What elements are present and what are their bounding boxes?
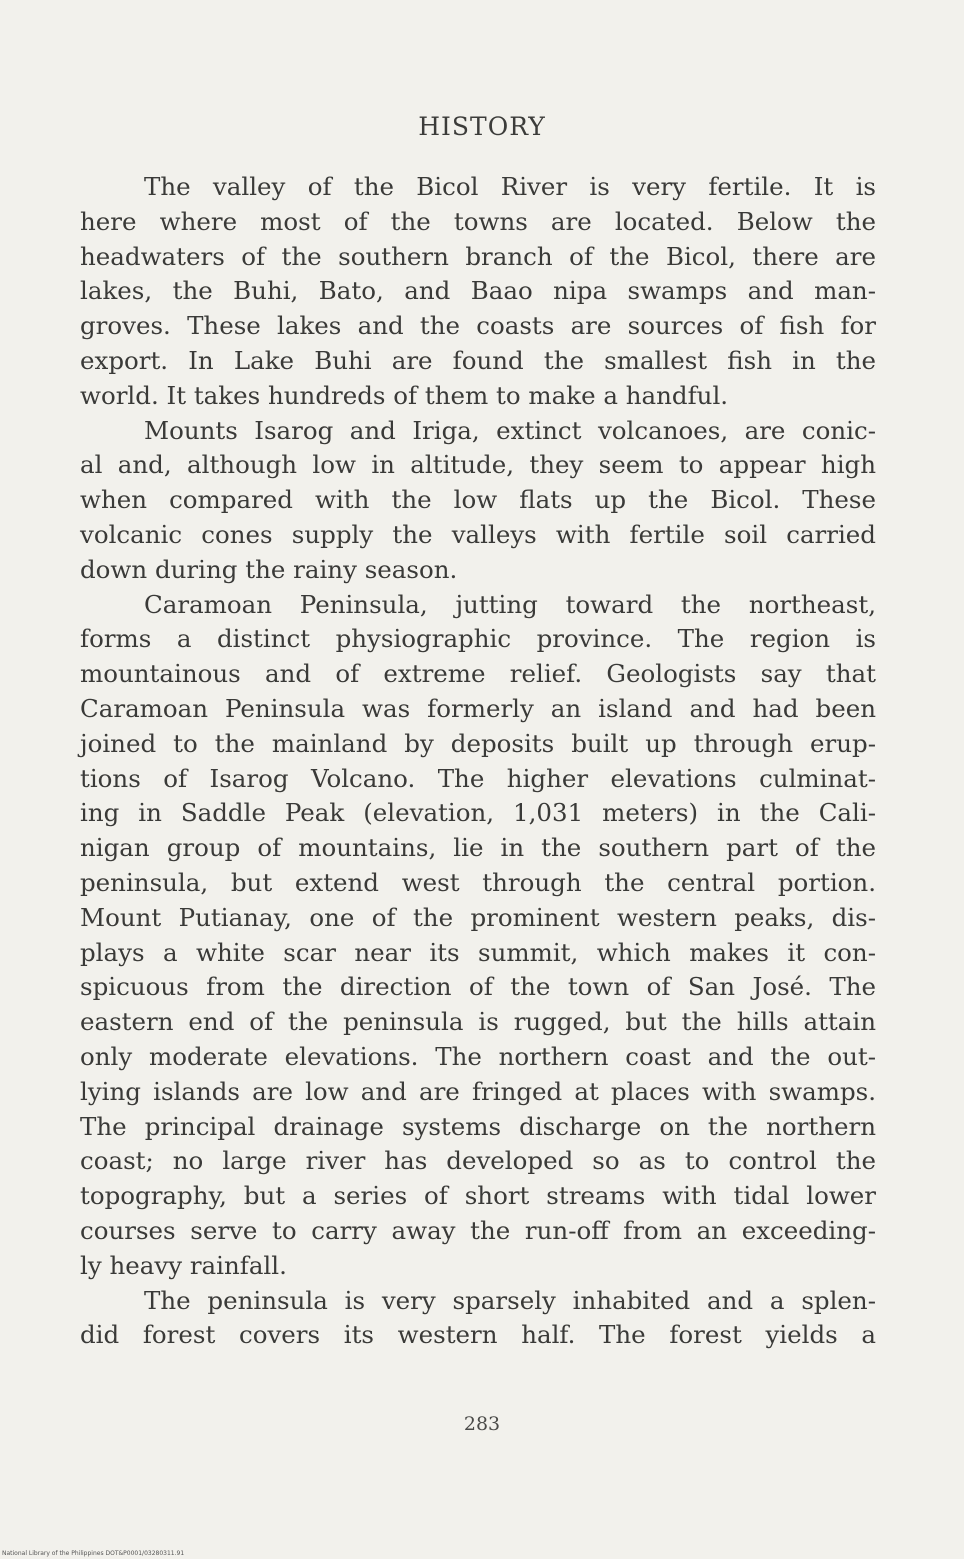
text-line: joined to the mainland by deposits built up through erup- <box>80 728 876 758</box>
text-line: volcanic cones supply the valleys with fertile soil carried <box>80 519 876 549</box>
text-line: lakes, the Buhi, Bato, and Baao nipa swamps and man- <box>80 276 876 306</box>
paragraph-4 <box>80 1284 876 1354</box>
text-line: peninsula, but extend west through the central portion. <box>80 867 876 897</box>
text-line: lying islands are low and are fringed at places with swamps. <box>80 1076 876 1106</box>
text-line: forms a distinct physiographic province. The region is <box>80 624 876 654</box>
text-line: Mount Putianay, one of the prominent western peaks, dis- <box>80 902 876 932</box>
text-line: plays a white scar near its summit, which makes it con- <box>80 937 876 967</box>
text-line: ly heavy rainfall. <box>80 1250 287 1280</box>
text-line: mountainous and of extreme relief. Geologists say that <box>80 659 876 689</box>
text-line: only moderate elevations. The northern coast and the out- <box>80 1041 876 1071</box>
text-line: groves. These lakes and the coasts are sources of fish for <box>80 311 876 341</box>
text-line: The valley of the Bicol River is very fertile. It is <box>144 172 876 201</box>
paragraph-1 <box>80 170 876 414</box>
text-line: The peninsula is very sparsely inhabited and a splen- <box>144 1285 876 1315</box>
text-line: tions of Isarog Volcano. The higher elevations culminat- <box>80 763 876 793</box>
text-line: down during the rainy season. <box>80 554 458 584</box>
text-line: courses serve to carry away the run-off from an exceeding- <box>80 1215 876 1245</box>
footer-credit: National Library of the Philippines DOT&P0001/03280311.91 <box>2 1550 185 1557</box>
text-line: Caramoan Peninsula, jutting toward the northeast, <box>144 589 876 619</box>
text-line: ing in Saddle Peak (elevation, 1,031 meters) in the Cali- <box>80 798 876 828</box>
paragraph-2 <box>80 414 876 588</box>
page-heading: HISTORY <box>418 112 546 141</box>
paragraph-3 <box>80 588 876 1284</box>
text-line: did forest covers its western half. The forest yields a <box>80 1320 876 1350</box>
text-line: when compared with the low flats up the Bicol. These <box>80 485 876 515</box>
text-line: headwaters of the southern branch of the Bicol, there are <box>80 241 876 271</box>
text-line: al and, although low in altitude, they seem to appear high <box>80 450 876 480</box>
text-line: spicuous from the direction of the town of San José. The <box>80 972 876 1002</box>
text-line: eastern end of the peninsula is rugged, but the hills attain <box>80 1007 876 1037</box>
text-line: here where most of the towns are located. Below the <box>80 206 876 236</box>
body-text <box>80 170 876 1353</box>
text-line: topography, but a series of short streams with tidal lower <box>80 1181 876 1211</box>
text-line: nigan group of mountains, lie in the southern part of the <box>80 833 876 863</box>
text-line: Mounts Isarog and Iriga, extinct volcanoes, are conic- <box>144 415 876 445</box>
text-line: world. It takes hundreds of them to make a handful. <box>80 380 729 410</box>
text-line: The principal drainage systems discharge on the northern <box>80 1111 876 1141</box>
text-line: export. In Lake Buhi are found the smallest fish in the <box>80 345 876 375</box>
text-line: Caramoan Peninsula was formerly an island and had been <box>80 693 876 723</box>
page-number: 283 <box>463 1413 501 1435</box>
text-line: coast; no large river has developed so as to control the <box>80 1146 876 1176</box>
